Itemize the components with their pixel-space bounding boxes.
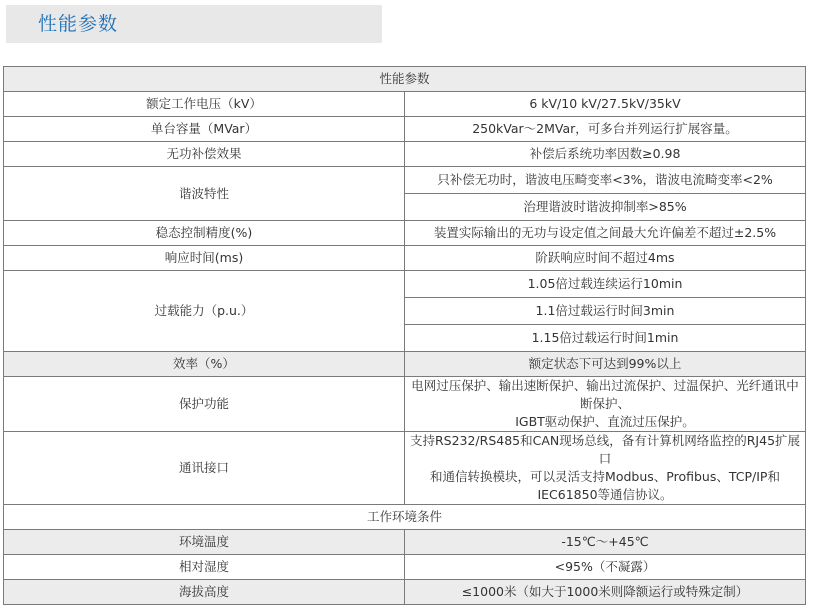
row-value: 支持RS232/RS485和CAN现场总线，备有计算机网络监控的RJ45扩展口 和通信转换模块，可以灵活支持Modbus、Profibus、TCP/IP和IEC61850等通信协议。 bbox=[405, 432, 806, 505]
row-value: 1.1倍过载运行时间3min bbox=[405, 298, 806, 325]
row-value: 1.05倍过载连续运行10min bbox=[405, 271, 806, 298]
table-row bbox=[4, 580, 806, 605]
row-label: 相对湿度 bbox=[4, 555, 405, 580]
table-row bbox=[4, 530, 806, 555]
row-label: 保护功能 bbox=[4, 377, 405, 432]
table-row bbox=[4, 352, 806, 377]
row-value: 只补偿无功时，谐波电压畸变率<3%，谐波电流畸变率<2% bbox=[405, 167, 806, 194]
row-label: 响应时间(ms) bbox=[4, 246, 405, 271]
row-value: 治理谐波时谐波抑制率>85% bbox=[405, 194, 806, 221]
row-value: 补偿后系统功率因数≥0.98 bbox=[405, 142, 806, 167]
row-value: 1.15倍过载运行时间1min bbox=[405, 325, 806, 352]
spec-table bbox=[3, 66, 806, 605]
table-row bbox=[4, 67, 806, 92]
row-value: 额定状态下可达到99%以上 bbox=[405, 352, 806, 377]
table-row bbox=[4, 167, 806, 194]
row-value: 6 kV/10 kV/27.5kV/35kV bbox=[405, 92, 806, 117]
table-row bbox=[4, 221, 806, 246]
row-label: 效率（%） bbox=[4, 352, 405, 377]
table-row bbox=[4, 505, 806, 530]
table-row bbox=[4, 117, 806, 142]
page-heading-bar bbox=[6, 5, 382, 43]
row-value: 250kVar～2MVar，可多台并列运行扩展容量。 bbox=[405, 117, 806, 142]
table-row bbox=[4, 246, 806, 271]
section-header-environment: 工作环境条件 bbox=[4, 505, 806, 530]
row-value: 电网过压保护、输出速断保护、输出过流保护、过温保护、光纤通讯中断保护、 IGBT驱动保护、直流过压保护。 bbox=[405, 377, 806, 432]
row-value: ≤1000米（如大于1000米则降额运行或特殊定制） bbox=[405, 580, 806, 605]
row-label: 无功补偿效果 bbox=[4, 142, 405, 167]
row-label: 额定工作电压（kV） bbox=[4, 92, 405, 117]
row-label: 过载能力（p.u.） bbox=[4, 271, 405, 352]
page-title: 性能参数 bbox=[38, 13, 119, 35]
row-label: 海拔高度 bbox=[4, 580, 405, 605]
row-value: <95%（不凝露） bbox=[405, 555, 806, 580]
section-header-performance: 性能参数 bbox=[4, 67, 806, 92]
table-row bbox=[4, 92, 806, 117]
table-row bbox=[4, 432, 806, 505]
row-label: 谐波特性 bbox=[4, 167, 405, 221]
table-row bbox=[4, 142, 806, 167]
table-row bbox=[4, 271, 806, 298]
table-row bbox=[4, 377, 806, 432]
row-label: 单台容量（MVar） bbox=[4, 117, 405, 142]
table-row bbox=[4, 555, 806, 580]
row-label: 稳态控制精度(%) bbox=[4, 221, 405, 246]
row-label: 环境温度 bbox=[4, 530, 405, 555]
row-value: 装置实际输出的无功与设定值之间最大允许偏差不超过±2.5% bbox=[405, 221, 806, 246]
row-value: -15℃～+45℃ bbox=[405, 530, 806, 555]
row-label: 通讯接口 bbox=[4, 432, 405, 505]
row-value: 阶跃响应时间不超过4ms bbox=[405, 246, 806, 271]
